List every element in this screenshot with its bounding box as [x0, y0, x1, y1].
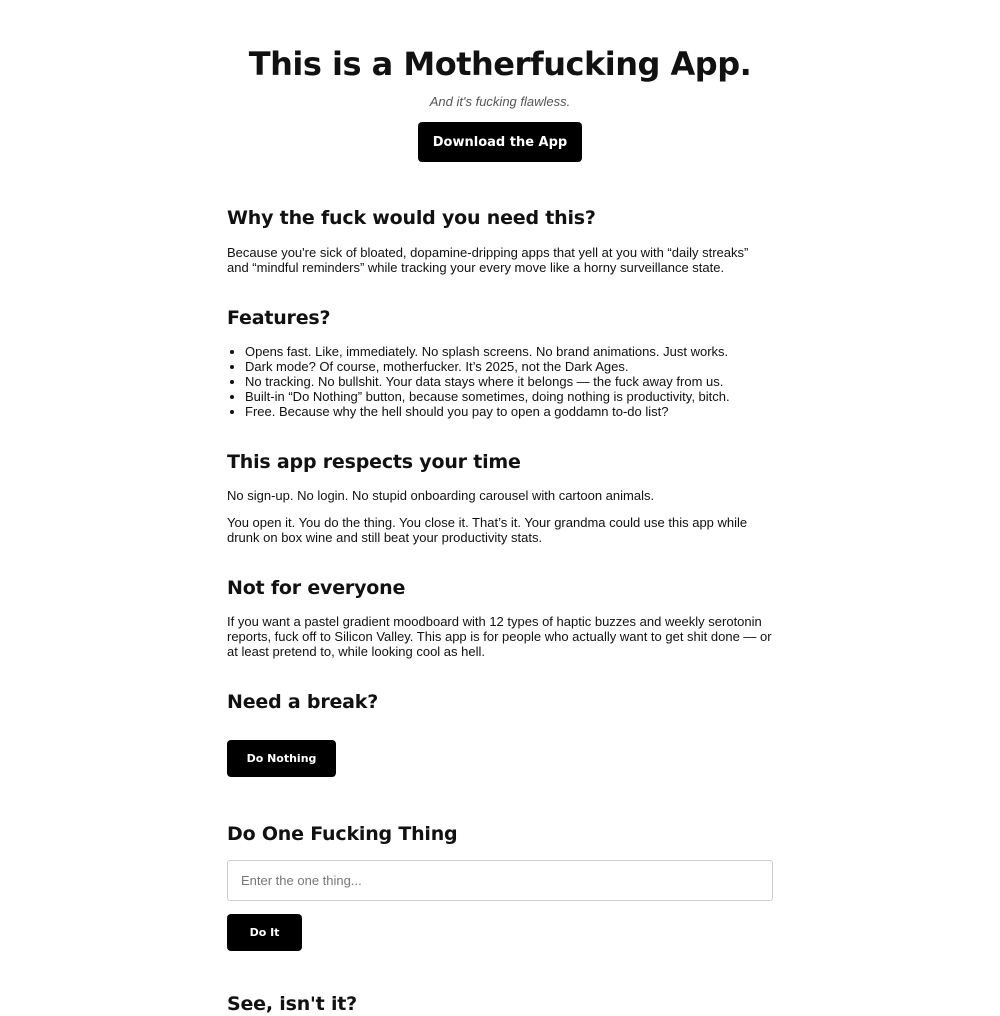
features-heading: Features? [227, 307, 331, 329]
one-thing-input[interactable] [227, 860, 773, 901]
hero [0, 0, 1000, 162]
why-body: Because you're sick of bloated, dopamine-dripping apps that yell at you with “daily streaks” and “mindful reminders” while tracking your every move like a horny surveillance state. [227, 245, 749, 275]
not-for-everyone-heading: Not for everyone [227, 577, 406, 599]
respect-body-1: No sign-up. No login. No stupid onboarding carousel with cartoon animals. [227, 488, 655, 503]
do-nothing-button[interactable]: Do Nothing [227, 740, 336, 777]
respect-body-2: You open it. You do the thing. You close it. That’s it. Your grandma could use this app while drunk on box wine and still beat your productivity stats. [227, 515, 748, 545]
feature-item: • Built-in “Do Nothing” button, because sometimes, doing nothing is productivity, bitch. [245, 389, 773, 404]
feature-item: • Dark mode? Of course, motherfucker. It’s 2025, not the Dark Ages. [245, 359, 773, 374]
next-section-heading: See, isn't it? [227, 993, 357, 1015]
tagline: And it's fucking flawless. [429, 94, 571, 109]
break-heading: Need a break? [227, 691, 379, 713]
one-thing-heading: Do One Fucking Thing [227, 823, 458, 845]
not-for-everyone-body: If you want a pastel gradient moodboard with 12 types of haptic buzzes and weekly serotonin reports, fuck off to Silicon Valley. This app is for people who actually want to get shit done — or at least pretend to, while looking cool as hell. [227, 614, 772, 659]
feature-item: • No tracking. No bullshit. Your data stays where it belongs — the fuck away from us. [245, 374, 773, 389]
download-app-button[interactable]: Download the App [418, 122, 582, 162]
do-it-button[interactable]: Do It [227, 914, 302, 951]
feature-item: • Opens fast. Like, immediately. No splash screens. No brand animations. Just works. [245, 344, 773, 359]
feature-item: • Free. Because why the hell should you pay to open a goddamn to-do list? [245, 404, 773, 419]
page-title: This is a Motherfucking App. [248, 45, 752, 83]
features-list [227, 344, 773, 419]
respect-heading: This app respects your time [227, 451, 521, 473]
why-heading: Why the fuck would you need this? [227, 207, 596, 229]
